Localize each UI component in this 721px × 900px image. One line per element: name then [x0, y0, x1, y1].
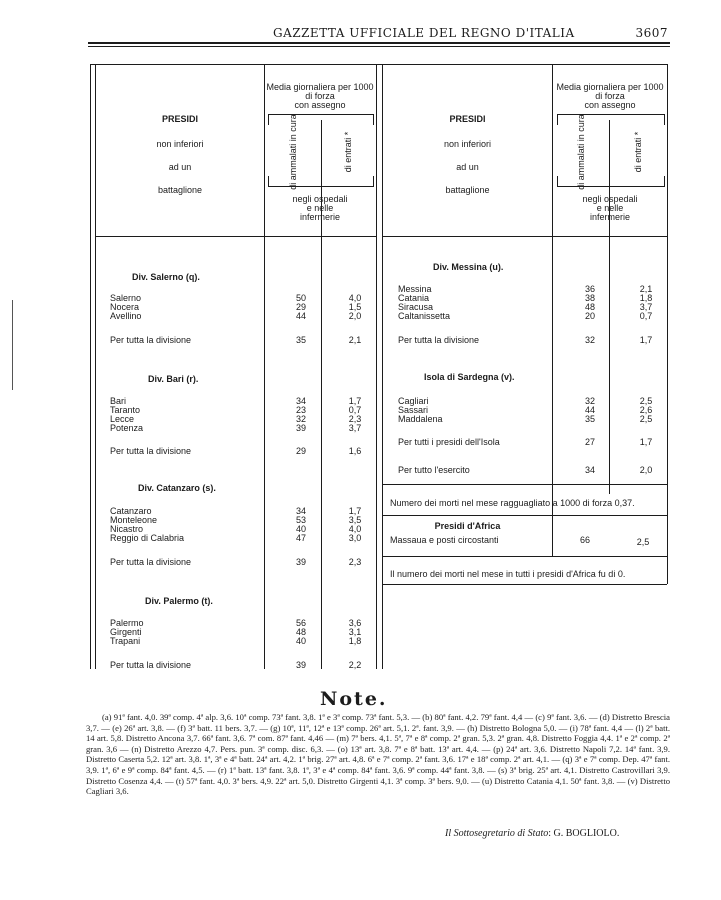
row-entrati: 3,0 — [348, 533, 362, 543]
row-entrati: 1,5 — [348, 302, 362, 312]
africa-row-name: Massaua e posti circostanti — [390, 535, 499, 545]
notes-title: Note. — [320, 688, 388, 710]
row-curati: 32 — [584, 396, 595, 406]
col-header-presidi-line: non inferiori — [156, 139, 204, 149]
total-label: Per tutta la divisione — [110, 335, 192, 345]
header-bottom-rule — [95, 236, 376, 237]
row-name: Avellino — [110, 311, 142, 321]
row-entrati: 1,7 — [348, 396, 362, 406]
esercito-curati: 34 — [584, 465, 595, 475]
division-title: Div. Salerno (q). — [132, 272, 200, 282]
col-header-media: con assegno — [584, 100, 636, 110]
header-brace — [557, 176, 665, 187]
total-entrati: 1,6 — [348, 446, 362, 456]
gazette-title: GAZZETTA UFFICIALE DEL REGNO D'ITALIA — [273, 26, 575, 40]
row-name: Siracusa — [398, 302, 434, 312]
row-entrati: 2,5 — [639, 414, 653, 424]
row-curati: 53 — [295, 515, 306, 525]
row-entrati: 3,1 — [348, 627, 362, 637]
col-header-ospedali: infermerie — [299, 212, 340, 222]
table-left-border — [90, 64, 91, 669]
row-entrati: 2,6 — [639, 405, 653, 415]
row-entrati: 4,0 — [348, 524, 362, 534]
total-entrati: 2,2 — [348, 660, 362, 670]
total-label: Per tutta la divisione — [110, 557, 192, 567]
total-curati: 39 — [295, 660, 306, 670]
notes-body: (a) 91ª fant. 4,0. 39ª comp. 4ª alp. 3,6. 10ª comp. 73ª fant. 3,8. 1ª e 3ª comp. 73ª fant. 5,3. — (b) 80ª fant. 4,2. 79ª fant. 4,4 — (c) 9ª fant. 3,6. — (d) Distretto Brescia 3,7. — (e) 26ª art. 3,8. — (f) 3ª batt. 11 bers. 3,7. — (g) 10ª, 11ª, 12ª e 13ª comp. 26ª art. 5,1. 2ª. fant. 3,9. — (h) Distretto Bologna 5,0. — (i) 78ª fant. 4,4 — (l) 2ª batt. 14 art. 5,8. Distretto Ancona 3,7. 66ª fant. 3,6. 7ª com. 87ª fant. 4,46 — (m) 7ª bers. 4,1. 5ª, 7ª e 8ª comp. 2ª gran. 5,3. 2ª gran. 4,8. Distretto Foggia 4,4. 1ª e 2ª comp. 2ª gran. 3,6 — (n) Distretto Arezzo 4,7. Pers. pun. 3ª comp. disc. 6,3. — (o) 13ª art. 3,8. 7ª e 8ª batt. 13ª art. 4,4. — (p) 24ª art. 3,6. Distretto Napoli 7,2. 14ª fant. 3,9. Distretto Caserta 5,2. 12ª art. 3,8. 1ª, 3ª e 4ª batt. 24ª art. 4,2. 1ª brig. 27ª art. 4,8. 6ª e 7ª comp. 2ª fant. 3,6. 17ª e 18ª comp. 2ª art. 4,1. — (q) 3ª e 7ª comp. Dep. 47ª fant. 3,9. 1ª, 6ª e 9ª comp. 84ª fant. 4,5. — (r) 1ª batt. 13ª fant. 3,8. 1ª, 3ª e 4ª comp. 84ª fant. 3,6. 9ª comp. 44ª fant. 3,8. — (s) 3ª brig. 25ª art. 4,1. Distretto Castrovillari 3,9. Distretto Cosenza 4,4. — (t) 57ª fant. 4,0. 3ª bers. 4,9. 22ª art. 5,0. Distretto Girgenti 4,1. 3ª comp. 3ª bers. 9,0. — (u) Distretto Catania 4,1. 50ª fant. 3,8. — (v) Distretto Cagliari 3,6. — [86, 712, 670, 797]
total-curati: 27 — [584, 437, 595, 447]
col-header-media: di forza — [595, 91, 625, 101]
africa-note: Il numero dei morti nel mese in tutti i presidi d'Africa fu di 0. — [390, 569, 626, 579]
row-curati: 29 — [295, 302, 306, 312]
signature — [445, 828, 619, 839]
row-curati: 44 — [295, 311, 306, 321]
row-entrati: 0,7 — [639, 311, 653, 321]
col-divider — [376, 64, 377, 669]
row-name: Lecce — [110, 414, 135, 424]
row-name: Palermo — [110, 618, 144, 628]
row-name: Sassari — [398, 405, 429, 415]
row-name: Potenza — [110, 423, 144, 433]
header-brace — [268, 114, 374, 125]
total-label: Per tutta la divisione — [110, 446, 192, 456]
total-curati: 29 — [295, 446, 306, 456]
col-divider — [552, 64, 553, 556]
row-entrati: 0,7 — [348, 405, 362, 415]
africa-curati: 66 — [579, 535, 590, 545]
col-header-media: Media giornaliera per 1000 — [556, 82, 664, 92]
row-entrati: 3,6 — [348, 618, 362, 628]
total-label: Per tutti i presidi dell'Isola — [398, 437, 500, 447]
col-header-media: con assegno — [294, 100, 346, 110]
row-name: Nicastro — [110, 524, 144, 534]
total-entrati: 2,3 — [348, 557, 362, 567]
col-header-ospedali: e nelle — [596, 203, 624, 213]
col-divider — [264, 64, 265, 669]
col-header-ospedali: negli ospedali — [582, 194, 638, 204]
header-bottom-rule — [382, 236, 667, 237]
row-curati: 39 — [295, 423, 306, 433]
row-curati: 38 — [584, 293, 595, 303]
row-rule — [382, 484, 667, 485]
row-entrati: 2,5 — [639, 396, 653, 406]
page-number: 3607 — [635, 26, 668, 40]
header-brace — [268, 176, 374, 187]
row-entrati: 1,8 — [348, 636, 362, 646]
page-edge-mark — [12, 300, 13, 390]
row-curati: 40 — [295, 524, 306, 534]
total-entrati: 1,7 — [639, 335, 653, 345]
row-entrati: 2,3 — [348, 414, 362, 424]
row-curati: 35 — [584, 414, 595, 424]
row-rule — [382, 584, 667, 585]
row-name: Trapani — [110, 636, 141, 646]
row-rule — [382, 556, 667, 557]
row-curati: 50 — [295, 293, 306, 303]
page-header — [88, 26, 668, 40]
row-name: Girgenti — [110, 627, 142, 637]
row-name: Catanzaro — [110, 506, 152, 516]
row-curati: 36 — [584, 284, 595, 294]
row-name: Messina — [398, 284, 432, 294]
col-header-presidi-line: ad un — [456, 162, 479, 172]
africa-title: Presidi d'Africa — [434, 521, 501, 531]
col-header-ammalati: di ammalati in cura — [576, 114, 586, 190]
row-entrati: 2,0 — [348, 311, 362, 321]
row-name: Caltanissetta — [398, 311, 451, 321]
morti-note: Numero dei morti nel mese ragguagliato a 1000 di forza 0,37. — [390, 498, 635, 508]
total-label: Per tutta la divisione — [398, 335, 480, 345]
row-curati: 34 — [295, 506, 306, 516]
col-header-ospedali: e nelle — [306, 203, 334, 213]
row-name: Nocera — [110, 302, 140, 312]
division-title: Div. Catanzaro (s). — [138, 483, 216, 493]
signature-name: : G. BOGLIOLO. — [548, 828, 620, 839]
row-entrati: 3,7 — [348, 423, 362, 433]
division-title: Isola di Sardegna (v). — [424, 372, 515, 382]
col-header-media: Media giornaliera per 1000 — [266, 82, 374, 92]
row-entrati: 1,7 — [348, 506, 362, 516]
col-header-presidi: PRESIDI — [449, 114, 486, 124]
total-label: Per tutta la divisione — [110, 660, 192, 670]
total-curati: 32 — [584, 335, 595, 345]
row-curati: 20 — [584, 311, 595, 321]
col-header-ospedali: negli ospedali — [292, 194, 348, 204]
row-curati: 32 — [295, 414, 306, 424]
esercito-entrati: 2,0 — [639, 465, 653, 475]
col-header-media: di forza — [305, 91, 335, 101]
col-header-entrati: di entrati * — [343, 131, 353, 173]
col-divider — [382, 64, 383, 669]
signature-prefix: Il Sottosegretario di Stato — [445, 828, 549, 839]
row-name: Taranto — [110, 405, 141, 415]
total-entrati: 2,1 — [348, 335, 362, 345]
row-entrati: 4,0 — [348, 293, 362, 303]
row-name: Salerno — [110, 293, 142, 303]
division-title: Div. Palermo (t). — [145, 596, 213, 606]
col-header-ammalati: di ammalati in cura — [288, 114, 298, 190]
table-top-border — [90, 64, 668, 65]
row-curati: 34 — [295, 396, 306, 406]
header-rule-thin — [88, 46, 670, 47]
row-entrati: 2,1 — [639, 284, 653, 294]
col-header-ospedali: infermerie — [589, 212, 630, 222]
col-header-presidi: PRESIDI — [161, 114, 198, 124]
row-curati: 23 — [295, 405, 306, 415]
total-curati: 35 — [295, 335, 306, 345]
esercito-label: Per tutto l'esercito — [398, 465, 470, 475]
col-header-presidi-line: ad un — [168, 162, 192, 172]
row-name: Cagliari — [398, 396, 429, 406]
row-curati: 48 — [295, 627, 306, 637]
header-brace — [557, 114, 665, 125]
total-entrati: 1,7 — [639, 437, 653, 447]
row-rule — [382, 515, 667, 516]
header-rule — [88, 42, 670, 44]
row-entrati: 1,8 — [639, 293, 653, 303]
row-curati: 44 — [584, 405, 595, 415]
col-header-presidi-line: battaglione — [445, 185, 490, 195]
row-curati: 48 — [584, 302, 595, 312]
row-entrati: 3,5 — [348, 515, 362, 525]
row-name: Catania — [398, 293, 430, 303]
row-entrati: 3,7 — [639, 302, 653, 312]
row-name: Bari — [110, 396, 127, 406]
table-right-border — [667, 64, 668, 584]
total-curati: 39 — [295, 557, 306, 567]
row-curati: 56 — [295, 618, 306, 628]
row-curati: 40 — [295, 636, 306, 646]
division-title: Div. Messina (u). — [433, 262, 504, 272]
row-curati: 47 — [295, 533, 306, 543]
col-header-presidi-line: battaglione — [157, 185, 203, 195]
africa-entrati: 2,5 — [636, 537, 650, 547]
row-name: Maddalena — [398, 414, 443, 424]
col-header-entrati: di entrati * — [633, 131, 643, 173]
row-name: Monteleone — [110, 515, 158, 525]
table-left-border-inner — [95, 64, 96, 669]
division-title: Div. Bari (r). — [148, 374, 199, 384]
row-name: Reggio di Calabria — [110, 533, 185, 543]
col-header-presidi-line: non inferiori — [443, 139, 492, 149]
